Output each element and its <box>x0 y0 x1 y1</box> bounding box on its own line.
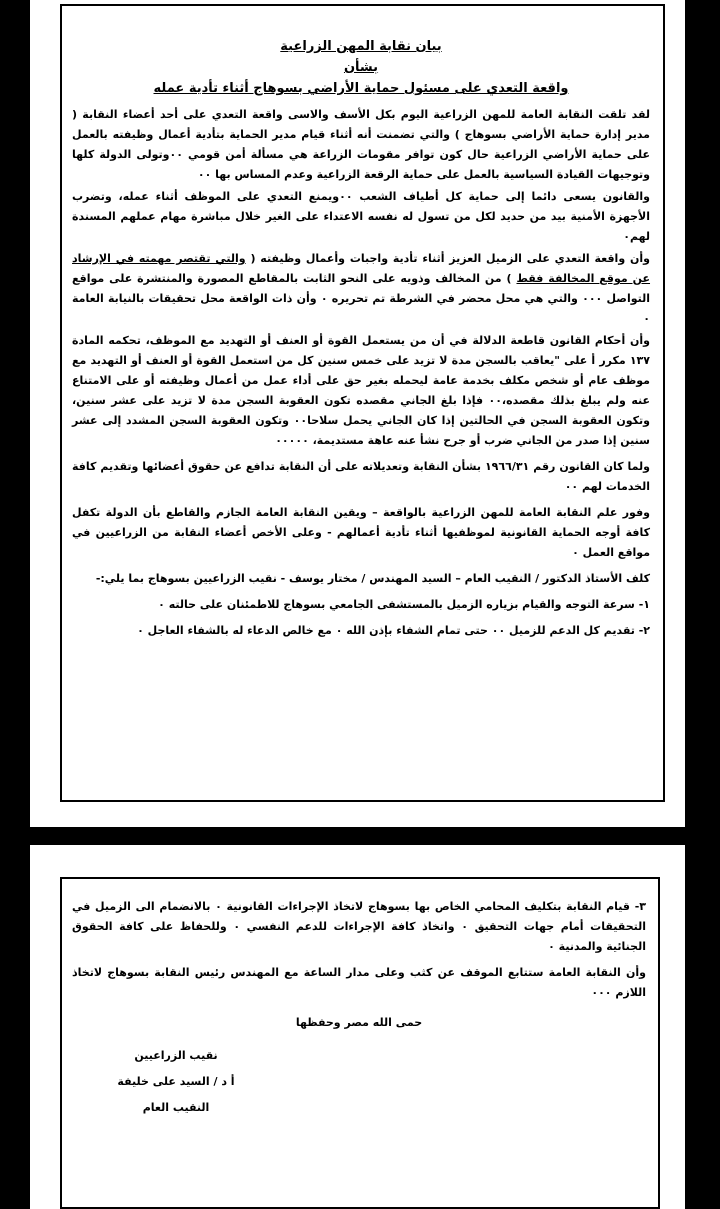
paragraph-penal-code: وأن أحكام القانون قاطعة الدلالة في أن من يستعمل القوة أو العنف أو التهديد مع الموظف، تحكمه المادة ١٣٧ مكرر أ على "يعاقب بالسجن مدة لا تزيد على خمس سنين كل من استعمل القوة أو العنف أو التهديد مع موظف عام أو شخص مكلف بخدمة عامة ليحمله بغير حق على أداء عمل من أعمال وظيفته أو على الامتناع عنه ولم يبلغ بذلك مقصده،٠٠ فإذا بلغ الجاني مقصده تكون العقوبة السجن مدة لا تزيد على عشر سنين، وتكون العقوبة السجن في الحالتين إذا كان الجاني يحمل سلاحا٠٠ وتكون العقوبة السجن المشدد إلى عشر سنين إذا صدر من الجاني ضرب أو جرح نشأ عنه عاهة مستديمة، ٠٠٠٠٠ <box>72 334 650 447</box>
closing-line: حمى الله مصر وحفظها <box>295 1016 423 1029</box>
signature-block <box>46 1043 306 1121</box>
statement-body-continued <box>72 897 646 1121</box>
paragraph-union-law: ولما كان القانون رقم ١٩٦٦/٣١ بشأن النقابة وتعديلاته على أن النقابة تدافع عن حقوق أعضائها وتقديم كافة الخدمات لهم ٠٠ <box>72 460 650 493</box>
assault-role-underlined: والتي تقتصر مهمته في الإرشاد عن موقع المخالفة فقط <box>72 252 651 285</box>
paragraph-assignment: كلف الأستاذ الدكتور / النقيب العام – السيد المهندس / مختار يوسف - نقيب الزراعيين بسوهاج بما يلي:- <box>95 572 650 585</box>
document-page-1 <box>30 0 685 827</box>
assault-rest: ) من المخالف وذويه على النحو الثابت بالمقاطع المصورة والمنتشرة على مواقع التواصل ٠٠٠ والتي هي محل محضر في الشرطة تم تحريره ٠ وأن ذات الواقعة محل تحقيقات بالنيابة العامة ٠ <box>72 272 650 325</box>
signature-role: النقيب العام <box>142 1101 210 1114</box>
signature-title: نقيب الزراعيين <box>134 1049 218 1062</box>
paragraph-union-response: وفور علم النقابة العامة للمهن الزراعية بالواقعة – ويقين النقابة العامة الجازم والقاطع بأن الدولة تكفل كافة أوجه الحماية القانونية لموظفيها أثناء تأدية أعمالهم - وعلى الأخص أعضاء النقابة من الزراعيين في مواقع العمل ٠ <box>72 506 650 559</box>
paragraph-followup: وأن النقابة العامة ستتابع الموقف عن كثب وعلى مدار الساعة مع المهندس رئيس النقابة بسوهاج لاتخاذ اللازم ٠٠٠ <box>72 966 646 999</box>
action-item-1: ١- سرعة التوجه والقيام بزياره الزميل بالمستشفى الجامعي بسوهاج للاطمئنان على حالته ٠ <box>158 598 650 611</box>
action-item-3: ٣- قيام النقابة بتكليف المحامي الخاص بها بسوهاج لاتخاذ الإجراءات القانونية ٠ بالانضمام الى الزميل في التحقيقات أمام جهات التحقيق ٠ واتخاذ كافة الإجراءات للدعم النفسي ٠ وللحفاظ على كافة الحقوق الجنائية والمدنية ٠ <box>72 900 647 953</box>
statement-title: بيان نقابة المهن الزراعية <box>280 39 442 54</box>
paragraph-assault-details <box>72 249 650 329</box>
paragraph-law-protection: والقانون يسعى دائما إلى حماية كل أطياف الشعب ٠٠ويمنع التعدي على الموظف أثناء عمله، وتضرب الأجهزة الأمنية بيد من حديد لكل من تسول له نفسه الاعتداء على الغير خلال مباشرة مهام عملهم المسندة لهم٠ <box>72 190 650 243</box>
document-page-2 <box>30 845 685 1209</box>
statement-about: بشأن <box>343 60 379 75</box>
action-item-2: ٢- تقديم كل الدعم للزميل ٠٠ حتى تمام الشفاء بإذن الله ٠ مع خالص الدعاء له بالشفاء العاجل ٠ <box>137 624 650 637</box>
statement-body <box>72 32 650 643</box>
paragraph-incident: لقد تلقت النقابة العامة للمهن الزراعية اليوم بكل الأسف والاسى واقعة التعدي على أحد أعضاء النقابة ( مدير إدارة حماية الأراضي بسوهاج ) والتي تضمنت أنه أثناء قيام مدير الحماية بتأدية أعمال وظيفته بالعمل على حماية الأراضي الزراعية حال كون توافر مقومات الزراعة هي مسألة أمن قومي ٠٠وتولى الدولة كلها وتوجيهات القيادة السياسية بالعمل على حماية الرقعة الزراعية وعدم المساس بها ٠٠ <box>72 108 650 181</box>
statement-subject: واقعة التعدي على مسئول حماية الأراضي بسوهاج أثناء تأدية عمله <box>153 81 569 96</box>
signature-name: أ د / السيد على خليفة <box>117 1075 235 1088</box>
assault-intro: وأن واقعة التعدي على الزميل العزيز أثناء تأدية واجبات وأعمال وظيفته ( <box>250 252 650 265</box>
